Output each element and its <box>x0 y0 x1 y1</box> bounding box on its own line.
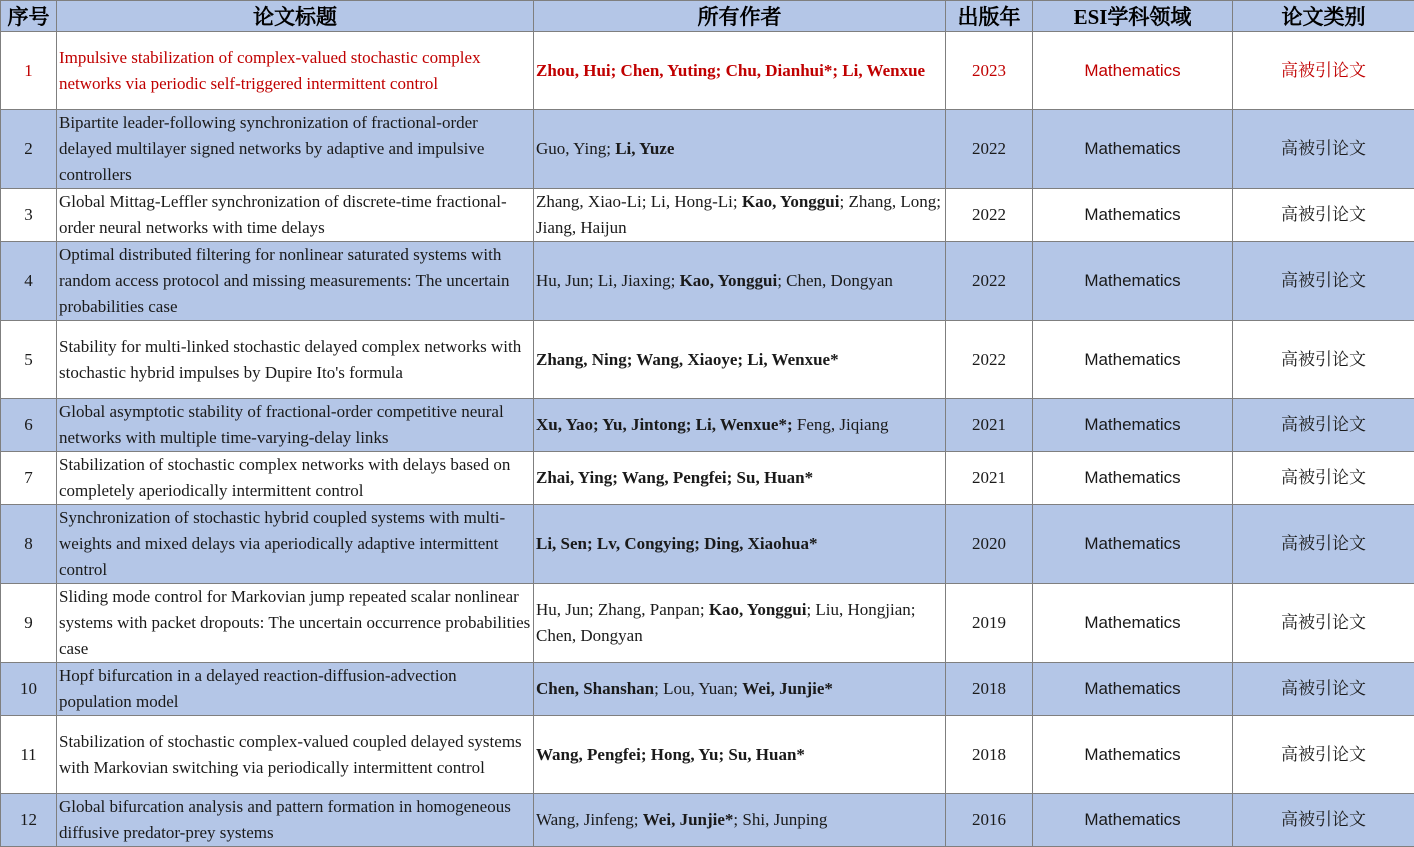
row-number: 6 <box>1 399 57 452</box>
publication-year: 2016 <box>946 794 1033 847</box>
table-row <box>1 189 1414 242</box>
paper-title: Bipartite leader-following synchronization of fractional-order delayed multilayer signed networks by adaptive and impulsive controllers <box>57 110 534 189</box>
author-bold-segment: Wang, Pengfei; Hong, Yu; Su, Huan* <box>536 745 805 764</box>
esi-field: Mathematics <box>1033 663 1233 716</box>
author-segment: ; Lou, Yuan; <box>654 679 742 698</box>
paper-title: Hopf bifurcation in a delayed reaction-diffusion-advection population model <box>57 663 534 716</box>
table-row <box>1 321 1414 399</box>
author-bold-segment: Zhai, Ying; Wang, Pengfei; Su, Huan* <box>536 468 813 487</box>
header-category: 论文类别 <box>1233 1 1414 32</box>
publication-year: 2022 <box>946 321 1033 399</box>
row-number: 7 <box>1 452 57 505</box>
author-segment: ; Zhang, Long; Jiang, Haijun <box>536 192 941 237</box>
publication-year: 2021 <box>946 399 1033 452</box>
author-bold-segment: Xu, Yao; Yu, Jintong; Li, Wenxue*; <box>536 415 793 434</box>
publication-year: 2021 <box>946 452 1033 505</box>
paper-category: 高被引论文 <box>1233 584 1414 663</box>
author-bold-segment: Kao, Yonggui <box>680 271 778 290</box>
table-row <box>1 716 1414 794</box>
table-row <box>1 505 1414 584</box>
header-num: 序号 <box>1 1 57 32</box>
paper-title: Optimal distributed filtering for nonlinear saturated systems with random access protocol and missing measurements: The uncertain probabilities case <box>57 242 534 321</box>
paper-category: 高被引论文 <box>1233 794 1414 847</box>
publication-year: 2022 <box>946 110 1033 189</box>
paper-title: Stabilization of stochastic complex networks with delays based on completely aperiodically intermittent control <box>57 452 534 505</box>
publication-year: 2018 <box>946 663 1033 716</box>
paper-title: Global Mittag-Leffler synchronization of discrete-time fractional-order neural networks with time delays <box>57 189 534 242</box>
paper-authors <box>534 663 946 716</box>
author-bold-segment: Kao, Yonggui <box>742 192 840 211</box>
paper-title: Sliding mode control for Markovian jump repeated scalar nonlinear systems with packet dropouts: The uncertain occurrence probabilities case <box>57 584 534 663</box>
table-row <box>1 794 1414 847</box>
esi-field: Mathematics <box>1033 32 1233 110</box>
author-segment: ; Shi, Junping <box>733 810 827 829</box>
author-bold-segment: Kao, Yonggui <box>709 600 807 619</box>
paper-authors <box>534 505 946 584</box>
paper-authors <box>534 321 946 399</box>
author-bold-segment: Chen, Shanshan <box>536 679 654 698</box>
paper-authors <box>534 399 946 452</box>
paper-category: 高被引论文 <box>1233 399 1414 452</box>
publication-year: 2022 <box>946 189 1033 242</box>
header-year: 出版年 <box>946 1 1033 32</box>
paper-category: 高被引论文 <box>1233 452 1414 505</box>
author-bold-segment: Li, Yuze <box>615 139 674 158</box>
esi-field: Mathematics <box>1033 716 1233 794</box>
row-number: 1 <box>1 32 57 110</box>
esi-field: Mathematics <box>1033 794 1233 847</box>
paper-authors <box>534 794 946 847</box>
header-row <box>1 1 1414 32</box>
paper-authors <box>534 716 946 794</box>
publication-year: 2020 <box>946 505 1033 584</box>
table-row <box>1 452 1414 505</box>
esi-field: Mathematics <box>1033 110 1233 189</box>
paper-title: Stabilization of stochastic complex-valued coupled delayed systems with Markovian switching via periodically intermittent control <box>57 716 534 794</box>
paper-category: 高被引论文 <box>1233 189 1414 242</box>
publication-year: 2023 <box>946 32 1033 110</box>
paper-title: Synchronization of stochastic hybrid coupled systems with multi-weights and mixed delays via aperiodically adaptive intermittent control <box>57 505 534 584</box>
esi-field: Mathematics <box>1033 452 1233 505</box>
author-segment: Hu, Jun; Zhang, Panpan; <box>536 600 709 619</box>
paper-authors <box>534 110 946 189</box>
row-number: 11 <box>1 716 57 794</box>
author-bold-segment: Zhang, Ning; Wang, Xiaoye; Li, Wenxue* <box>536 350 839 369</box>
author-segment: Guo, Ying; <box>536 139 615 158</box>
row-number: 4 <box>1 242 57 321</box>
author-segment: Wang, Jinfeng; <box>536 810 643 829</box>
paper-category: 高被引论文 <box>1233 321 1414 399</box>
paper-title: Impulsive stabilization of complex-valued stochastic complex networks via periodic self-triggered intermittent control <box>57 32 534 110</box>
paper-title: Global asymptotic stability of fractional-order competitive neural networks with multiple time-varying-delay links <box>57 399 534 452</box>
table-row <box>1 399 1414 452</box>
author-segment: Feng, Jiqiang <box>793 415 889 434</box>
paper-title: Stability for multi-linked stochastic delayed complex networks with stochastic hybrid impulses by Dupire Ito's formula <box>57 321 534 399</box>
paper-category: 高被引论文 <box>1233 110 1414 189</box>
paper-category: 高被引论文 <box>1233 505 1414 584</box>
esi-field: Mathematics <box>1033 505 1233 584</box>
publication-year: 2019 <box>946 584 1033 663</box>
table-row <box>1 242 1414 321</box>
author-bold-segment: Li, Sen; Lv, Congying; Ding, Xiaohua* <box>536 534 818 553</box>
author-bold-segment: Zhou, Hui; Chen, Yuting; Chu, Dianhui*; Li, Wenxue <box>536 61 925 80</box>
paper-category: 高被引论文 <box>1233 663 1414 716</box>
esi-field: Mathematics <box>1033 321 1233 399</box>
paper-authors <box>534 242 946 321</box>
header-title: 论文标题 <box>57 1 534 32</box>
row-number: 10 <box>1 663 57 716</box>
author-bold-segment: Wei, Junjie* <box>742 679 833 698</box>
table-row <box>1 663 1414 716</box>
paper-category: 高被引论文 <box>1233 716 1414 794</box>
paper-authors <box>534 32 946 110</box>
publication-year: 2018 <box>946 716 1033 794</box>
esi-field: Mathematics <box>1033 242 1233 321</box>
row-number: 5 <box>1 321 57 399</box>
table-body <box>1 32 1414 847</box>
paper-category: 高被引论文 <box>1233 242 1414 321</box>
paper-authors <box>534 189 946 242</box>
author-bold-segment: Wei, Junjie* <box>643 810 734 829</box>
paper-title: Global bifurcation analysis and pattern formation in homogeneous diffusive predator-prey systems <box>57 794 534 847</box>
row-number: 3 <box>1 189 57 242</box>
author-segment: ; Chen, Dongyan <box>777 271 893 290</box>
esi-field: Mathematics <box>1033 399 1233 452</box>
header-field: ESI学科领域 <box>1033 1 1233 32</box>
paper-authors <box>534 452 946 505</box>
row-number: 8 <box>1 505 57 584</box>
row-number: 12 <box>1 794 57 847</box>
row-number: 9 <box>1 584 57 663</box>
author-segment: Hu, Jun; Li, Jiaxing; <box>536 271 680 290</box>
author-segment: Zhang, Xiao-Li; Li, Hong-Li; <box>536 192 742 211</box>
table-row <box>1 584 1414 663</box>
author-segment: ; Liu, Hongjian; Chen, Dongyan <box>536 600 916 645</box>
paper-category: 高被引论文 <box>1233 32 1414 110</box>
table-row <box>1 32 1414 110</box>
header-authors: 所有作者 <box>534 1 946 32</box>
esi-field: Mathematics <box>1033 189 1233 242</box>
row-number: 2 <box>1 110 57 189</box>
table-row <box>1 110 1414 189</box>
paper-authors <box>534 584 946 663</box>
publication-year: 2022 <box>946 242 1033 321</box>
esi-field: Mathematics <box>1033 584 1233 663</box>
